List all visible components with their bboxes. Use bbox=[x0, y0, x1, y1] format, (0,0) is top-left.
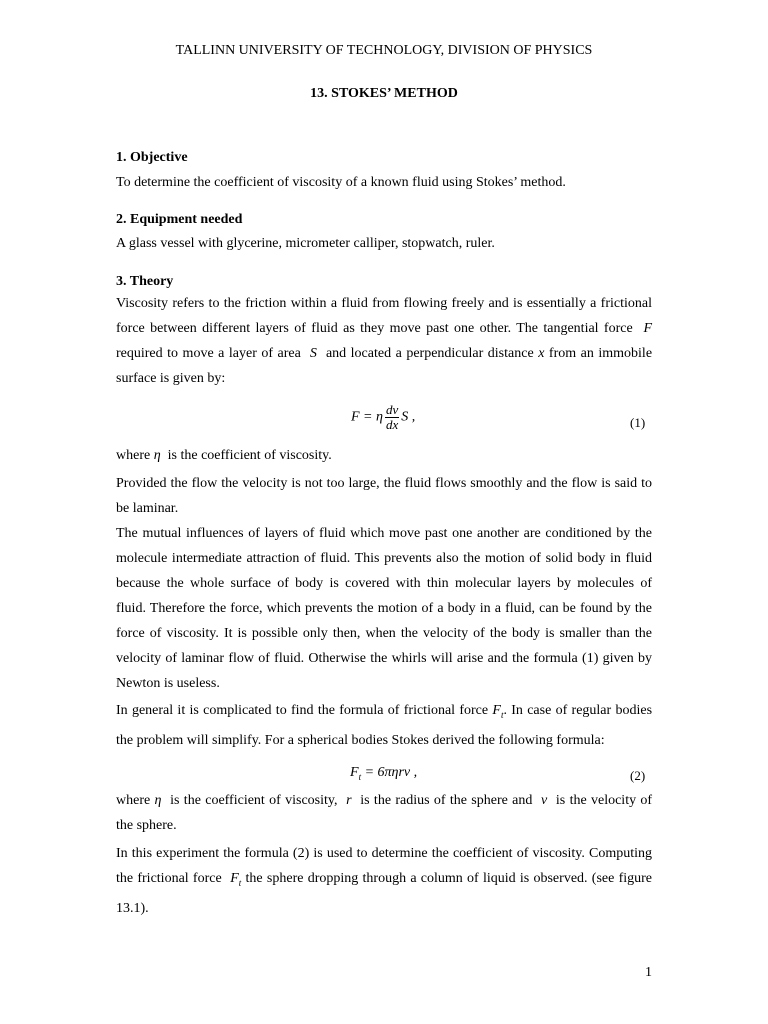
document-title: 13. STOKES’ METHOD bbox=[310, 86, 458, 101]
equation-1: F = η $\frac{dv}{dx}$ S , bbox=[351, 402, 416, 432]
document-header: TALLINN UNIVERSITY OF TECHNOLOGY, DIVISION OF PHYSICS bbox=[175, 43, 593, 58]
theory-paragraph-2: Provided the flow the velocity is not too large, the fluid flows smoothly and the flow is said to be laminar. bbox=[116, 476, 652, 516]
theory-paragraph-5: In this experiment the formula (2) is used to determine the coefficient of viscosity. Computing the frictional force $F_t$ the sphere dropping through a column of liquid is observed. (see figure 13.1). bbox=[116, 846, 653, 916]
where-symbols-lines: where η is the coefficient of viscosity, r is the radius of the sphere and v is the velocity of the sphere. bbox=[116, 793, 653, 833]
page-number: 1 bbox=[645, 965, 652, 980]
objective-text: To determine the coefficient of viscosity of a known fluid using Stokes’ method. bbox=[116, 175, 566, 190]
equation-1-number: (1) bbox=[630, 415, 646, 430]
equation-2: $F_t = 6\pi\eta rv$ , bbox=[350, 765, 418, 782]
theory-paragraph-1: Viscosity refers to the friction within a fluid from flowing freely and is essentially a frictional force between different layers of fluid as they move past one other. The tangential force F required to move a layer of area S and located a perpendicular distance x from an immobile surface is given by: bbox=[116, 296, 653, 386]
theory-heading: 3. Theory bbox=[116, 274, 174, 289]
theory-paragraph-4: In general it is complicated to find the formula of frictional force $F_t$. In case of regular bodies the problem will simplify. For a spherical bodies Stokes derived the following formula: bbox=[116, 703, 653, 748]
objective-heading: 1. Objective bbox=[116, 150, 188, 165]
equation-2-number: (2) bbox=[630, 768, 646, 783]
equipment-text: A glass vessel with glycerine, micrometer calliper, stopwatch, ruler. bbox=[116, 236, 495, 251]
equipment-heading: 2. Equipment needed bbox=[116, 212, 243, 227]
where-eta-line: where η is the coefficient of viscosity. bbox=[116, 448, 332, 463]
theory-paragraph-3: The mutual influences of layers of fluid which move past one another are conditioned by the molecule intermediate attraction of fluid. This prevents also the motion of solid body in fluid because the whole surface of body is covered with thin molecular layers by molecules of fluid. Therefore the force, which prevents the motion of a body in a fluid, can be found by the force of viscosity. It is possible only then, when the velocity of the body is smaller than the velocity of laminar flow of fluid. Otherwise the whirls will arise and the formula (1) given by Newton is useless. bbox=[116, 526, 652, 691]
